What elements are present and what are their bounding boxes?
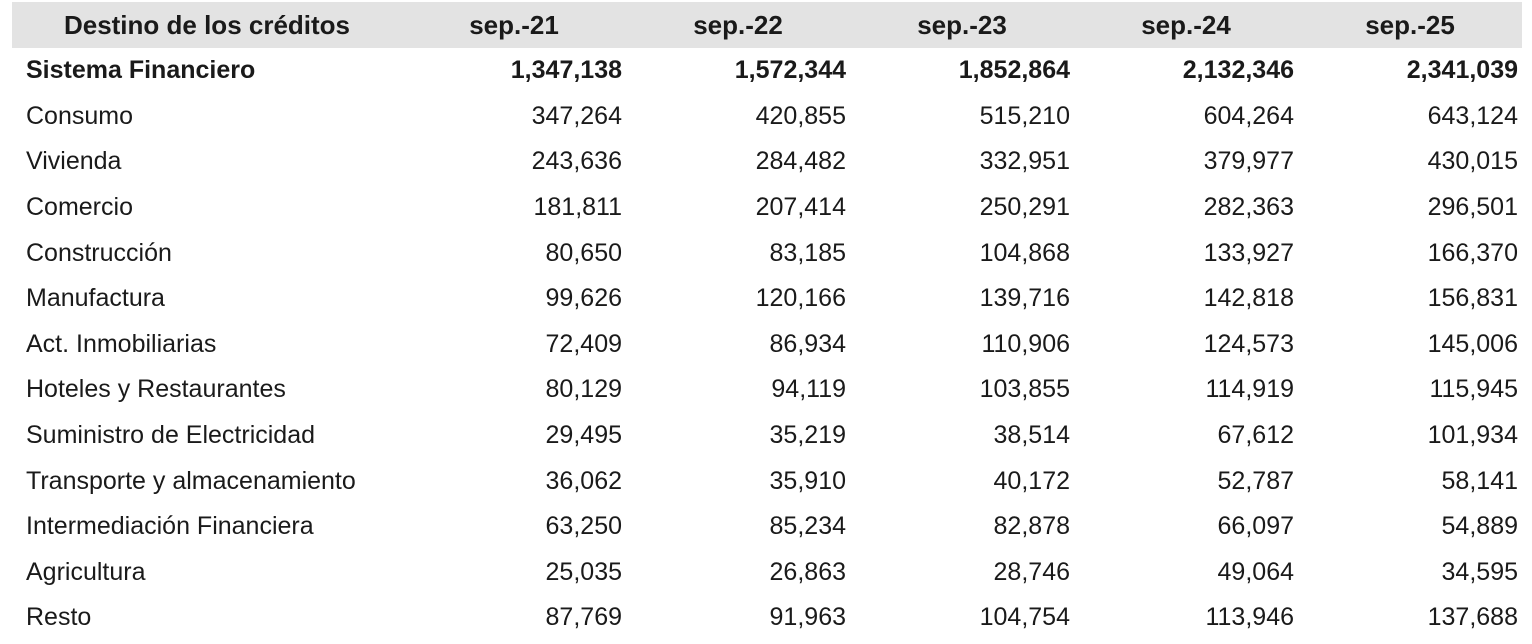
cell-value: 120,166: [755, 284, 846, 313]
cell-value: 40,172: [993, 466, 1070, 495]
cell-value: 379,977: [1203, 147, 1294, 176]
cell-value: 124,573: [1203, 329, 1294, 358]
cell-value: 114,919: [1205, 375, 1294, 404]
cell-value: 63,250: [545, 512, 622, 541]
cell-value: 604,264: [1203, 101, 1294, 130]
cell-value: 332,951: [979, 147, 1070, 176]
column-header-destino: Destino de los créditos: [63, 9, 351, 40]
cell-value: 87,769: [545, 603, 622, 632]
row-label: Construcción: [26, 238, 172, 267]
cell-value: 52,787: [1217, 466, 1294, 495]
cell-value: 139,716: [979, 284, 1070, 313]
row-label: Suministro de Electricidad: [26, 421, 316, 450]
cell-value: 103,855: [979, 375, 1070, 404]
cell-value: 282,363: [1203, 193, 1294, 222]
cell-value: 25,035: [545, 557, 622, 586]
cell-value: 1,572,344: [734, 56, 846, 85]
cell-value: 430,015: [1427, 147, 1518, 176]
table-row: [12, 322, 1522, 368]
table-row: [12, 94, 1522, 140]
cell-value: 85,234: [769, 512, 846, 541]
cell-value: 91,963: [769, 603, 846, 632]
row-label: Sistema Financiero: [26, 56, 256, 85]
cell-value: 34,595: [1441, 557, 1518, 586]
cell-value: 166,370: [1427, 238, 1518, 267]
cell-value: 643,124: [1427, 101, 1518, 130]
cell-value: 38,514: [993, 421, 1070, 450]
cell-value: 145,006: [1427, 329, 1518, 358]
cell-value: 83,185: [769, 238, 846, 267]
table-row: [12, 504, 1522, 550]
column-header-sep-24: sep.-24: [1141, 9, 1231, 40]
cell-value: 347,264: [531, 101, 622, 130]
table-row-total: [12, 48, 1522, 94]
row-label: Act. Inmobiliarias: [26, 329, 217, 358]
cell-value: 49,064: [1217, 557, 1294, 586]
row-label: Intermediación Financiera: [26, 512, 314, 541]
cell-value: 284,482: [755, 147, 846, 176]
cell-value: 243,636: [531, 147, 622, 176]
cell-value: 296,501: [1427, 193, 1518, 222]
table-row: [12, 367, 1522, 413]
table-row: [12, 185, 1522, 231]
cell-value: 26,863: [769, 557, 846, 586]
cell-value: 110,906: [981, 329, 1070, 358]
table-row: [12, 276, 1522, 322]
cell-value: 94,119: [771, 375, 846, 404]
cell-value: 2,132,346: [1182, 56, 1294, 85]
table-row: [12, 550, 1522, 596]
row-label: Transporte y almacenamiento: [26, 466, 356, 495]
table-row: [12, 413, 1522, 459]
cell-value: 29,495: [545, 421, 622, 450]
column-header-sep-25: sep.-25: [1365, 9, 1455, 40]
cell-value: 137,688: [1427, 603, 1518, 632]
cell-value: 104,868: [979, 238, 1070, 267]
cell-value: 115,945: [1429, 375, 1518, 404]
cell-value: 101,934: [1427, 421, 1518, 450]
cell-value: 67,612: [1217, 421, 1294, 450]
cell-value: 156,831: [1427, 284, 1518, 313]
cell-value: 66,097: [1217, 512, 1294, 541]
cell-value: 82,878: [993, 512, 1070, 541]
cell-value: 142,818: [1203, 284, 1294, 313]
column-header-sep-21: sep.-21: [469, 9, 559, 40]
table-row: [12, 230, 1522, 276]
credit-destination-table: [12, 2, 1522, 641]
cell-value: 86,934: [769, 329, 846, 358]
cell-value: 104,754: [979, 603, 1070, 632]
cell-value: 80,650: [545, 238, 622, 267]
cell-value: 515,210: [979, 101, 1070, 130]
credit-table-container: [12, 2, 1522, 641]
column-header-sep-22: sep.-22: [693, 9, 783, 40]
cell-value: 250,291: [979, 193, 1070, 222]
cell-value: 80,129: [545, 375, 622, 404]
table-row: [12, 595, 1522, 641]
cell-value: 181,811: [533, 193, 622, 222]
cell-value: 113,946: [1205, 603, 1294, 632]
cell-value: 133,927: [1203, 238, 1294, 267]
row-label: Consumo: [26, 101, 133, 130]
cell-value: 72,409: [545, 329, 622, 358]
cell-value: 35,910: [769, 466, 846, 495]
cell-value: 1,852,864: [958, 56, 1070, 85]
cell-value: 207,414: [755, 193, 846, 222]
cell-value: 36,062: [545, 466, 622, 495]
table-row: [12, 458, 1522, 504]
cell-value: 420,855: [755, 101, 846, 130]
row-label: Manufactura: [26, 284, 165, 313]
cell-value: 28,746: [993, 557, 1070, 586]
cell-value: 54,889: [1441, 512, 1518, 541]
cell-value: 1,347,138: [510, 56, 622, 85]
cell-value: 58,141: [1441, 466, 1518, 495]
row-label: Resto: [26, 603, 92, 632]
cell-value: 2,341,039: [1406, 56, 1518, 85]
header-row: [12, 2, 1522, 48]
row-label: Hoteles y Restaurantes: [26, 375, 286, 404]
cell-value: 99,626: [545, 284, 622, 313]
column-header-sep-23: sep.-23: [917, 9, 1007, 40]
row-label: Vivienda: [26, 147, 122, 176]
table-row: [12, 139, 1522, 185]
row-label: Comercio: [26, 193, 133, 222]
cell-value: 35,219: [769, 421, 846, 450]
row-label: Agricultura: [26, 557, 146, 586]
